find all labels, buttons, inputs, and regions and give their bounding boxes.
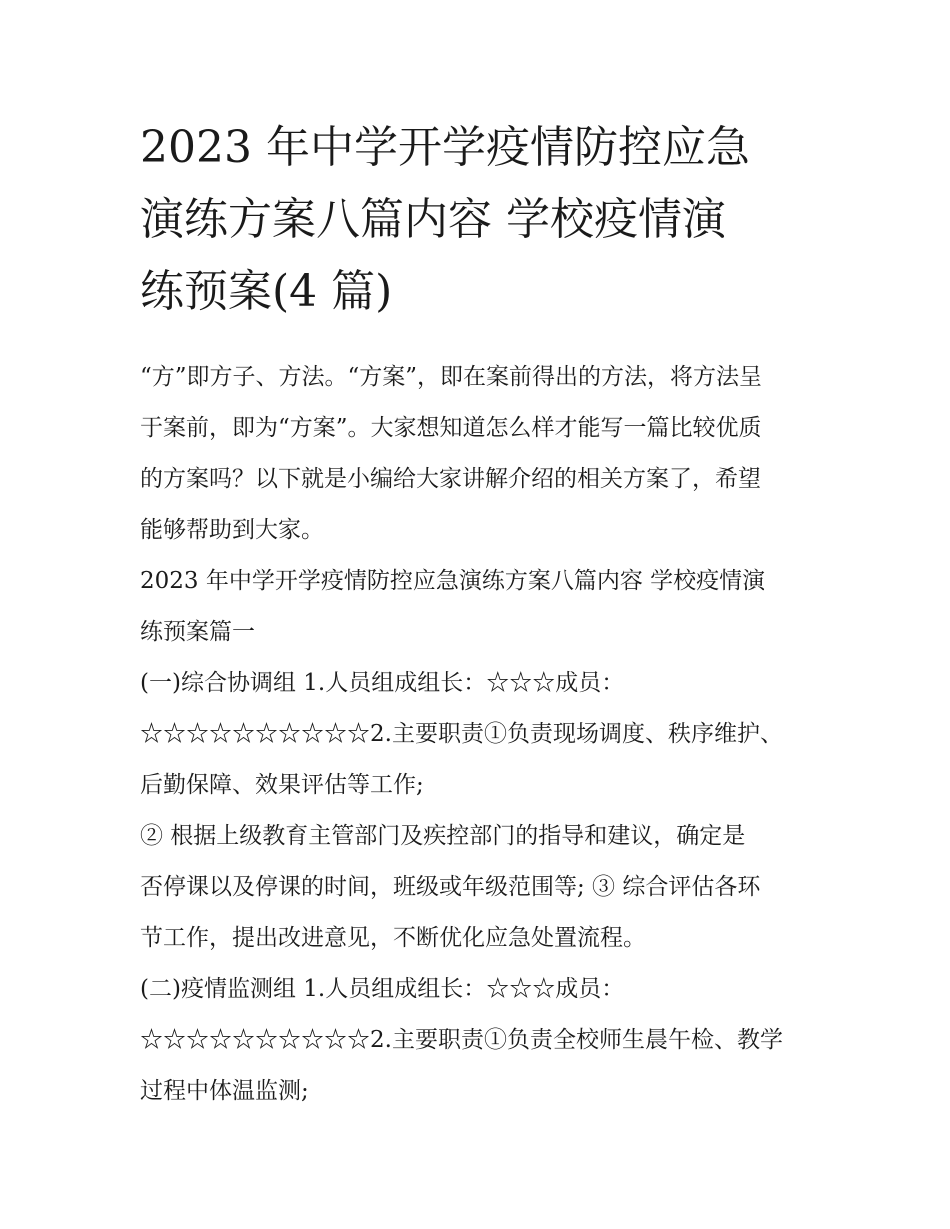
text-line: 2023 年中学开学疫情防控应急演练方案八篇内容 学校疫情演 bbox=[140, 568, 766, 594]
title-line-3: 练预案(4 篇) bbox=[140, 266, 393, 317]
title-line-2: 演练方案八篇内容 学校疫情演 bbox=[140, 194, 726, 245]
paragraph-intro bbox=[140, 352, 820, 556]
paragraph-section-heading bbox=[140, 556, 820, 658]
text-line: 的方案吗？以下就是小编给大家讲解介绍的相关方案了，希望 bbox=[140, 466, 761, 492]
text-line: 练预案篇一 bbox=[140, 619, 255, 645]
paragraph-group-1-duties bbox=[140, 709, 820, 811]
paragraph-group-2-duties bbox=[140, 1015, 820, 1117]
text-line: 否停课以及停课的时间，班级或年级范围等; ③ 综合评估各环 bbox=[140, 874, 761, 900]
text-line: 于案前，即为“方案”。大家想知道怎么样才能写一篇比较优质 bbox=[140, 415, 762, 441]
text-line: 能够帮助到大家。 bbox=[140, 517, 324, 543]
title-line-1: 2023 年中学开学疫情防控应急 bbox=[140, 122, 750, 173]
text-line: ☆☆☆☆☆☆☆☆☆☆2.主要职责①负责现场调度、秩序维护、 bbox=[140, 721, 783, 747]
text-line: 后勤保障、效果评估等工作; bbox=[140, 772, 424, 798]
paragraph-group-2-members bbox=[140, 964, 820, 1015]
document-title bbox=[140, 112, 820, 328]
text-line: ② 根据上级教育主管部门及疾控部门的指导和建议，确定是 bbox=[140, 823, 746, 849]
text-line: 节工作，提出改进意见，不断优化应急处置流程。 bbox=[140, 925, 646, 951]
text-line: ☆☆☆☆☆☆☆☆☆☆2.主要职责①负责全校师生晨午检、教学 bbox=[140, 1027, 783, 1053]
text-line: (一)综合协调组 1.人员组成组长：☆☆☆成员： bbox=[140, 670, 625, 696]
paragraph-group-1-duties-cont bbox=[140, 811, 820, 964]
document-body bbox=[140, 352, 820, 1117]
paragraph-group-1-members bbox=[140, 658, 820, 709]
text-line: (二)疫情监测组 1.人员组成组长：☆☆☆成员： bbox=[140, 976, 625, 1002]
text-line: 过程中体温监测; bbox=[140, 1078, 309, 1104]
document-page bbox=[140, 112, 820, 1117]
text-line: “方”即方子、方法。“方案”，即在案前得出的方法，将方法呈 bbox=[140, 364, 763, 390]
